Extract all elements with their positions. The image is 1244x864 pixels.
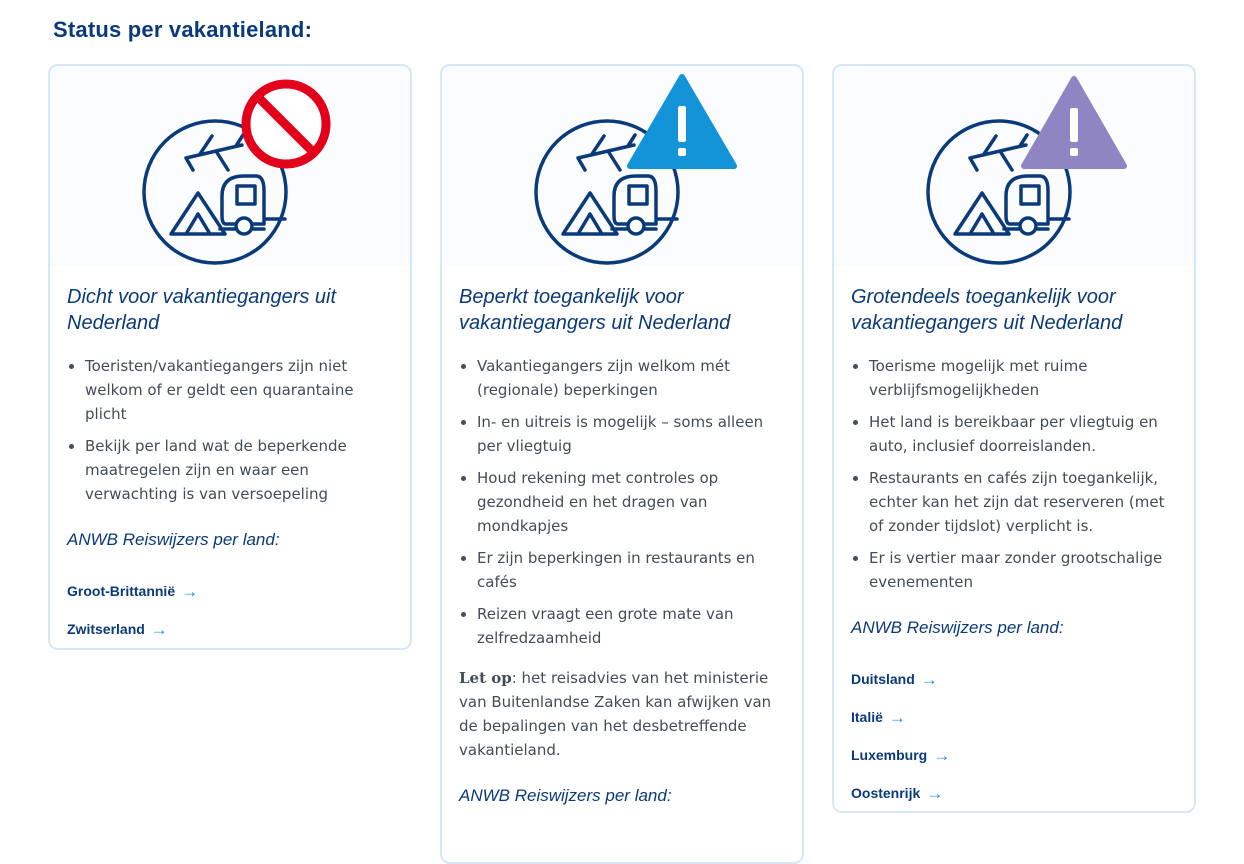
guides-heading: ANWB Reiswijzers per land: <box>459 786 672 805</box>
arrow-right-icon: → <box>150 619 168 639</box>
card-heading: Dicht voor vakantiegangers uit Nederland <box>67 286 337 334</box>
status-card-mostly-open <box>832 64 1196 813</box>
country-link-italie[interactable] <box>851 698 1176 736</box>
note-text: : het reisadvies van het ministerie van Buitenlandse Zaken kan afwijken van de bepalingen van het desbetreffende vakantieland. <box>459 669 772 759</box>
country-link-label: Luxemburg <box>851 747 928 763</box>
arrow-right-icon: → <box>933 745 951 765</box>
bullet-list <box>459 354 784 650</box>
bullet-list <box>67 354 392 506</box>
list-item: In- en uitreis is mogelijk – soms alleen per vliegtuig <box>459 410 784 458</box>
country-link-label: Zwitserland <box>67 621 145 637</box>
page-title: Status per vakantieland: <box>53 17 313 42</box>
country-link-label: Oostenrijk <box>851 785 921 801</box>
country-link-zwitserland[interactable] <box>67 610 392 648</box>
card-illustration <box>834 66 1194 266</box>
list-item: Bekijk per land wat de beperkende maatregelen zijn en waar een verwachting is van versoepeling <box>67 434 392 506</box>
note-label: Let op <box>459 669 512 687</box>
country-link-luxemburg[interactable] <box>851 736 1176 774</box>
card-illustration <box>50 66 410 266</box>
country-link-oostenrijk[interactable] <box>851 774 1176 812</box>
country-links <box>851 660 1176 812</box>
bullet-list <box>851 354 1176 594</box>
country-link-label: Groot-Brittannië <box>67 583 176 599</box>
status-card-limited <box>440 64 804 864</box>
advisory-note <box>459 666 784 762</box>
card-heading: Grotendeels toegankelijk voor vakantiegangers uit Nederland <box>851 286 1123 334</box>
country-links <box>67 572 392 648</box>
card-heading: Beperkt toegankelijk voor vakantiegangers uit Nederland <box>459 286 731 334</box>
list-item: Toeristen/vakantiegangers zijn niet welkom of er geldt een quarantaine plicht <box>67 354 392 426</box>
prohibited-icon <box>246 84 326 164</box>
card-illustration <box>442 66 802 266</box>
guides-heading: ANWB Reiswijzers per land: <box>67 530 280 549</box>
travel-limited-illustration <box>442 66 804 276</box>
list-item: Toerisme mogelijk met ruime verblijfsmogelijkheden <box>851 354 1176 402</box>
arrow-right-icon: → <box>181 581 199 601</box>
country-link-groot-brittannie[interactable] <box>67 572 392 610</box>
list-item: Restaurants en cafés zijn toegankelijk, echter kan het zijn dat reserveren (met of zonder tijdslot) verplicht is. <box>851 466 1176 538</box>
country-link-duitsland[interactable] <box>851 660 1176 698</box>
arrow-right-icon: → <box>888 707 906 727</box>
country-link-label: Duitsland <box>851 671 915 687</box>
list-item: Er zijn beperkingen in restaurants en cafés <box>459 546 784 594</box>
list-item: Reizen vraagt een grote mate van zelfredzaamheid <box>459 602 784 650</box>
arrow-right-icon: → <box>920 669 938 689</box>
guides-heading: ANWB Reiswijzers per land: <box>851 618 1064 637</box>
warning-purple-icon <box>1024 79 1124 166</box>
arrow-right-icon: → <box>926 783 944 803</box>
list-item: Er is vertier maar zonder grootschalige evenementen <box>851 546 1176 594</box>
list-item: Vakantiegangers zijn welkom mét (regionale) beperkingen <box>459 354 784 402</box>
country-link-label: Italië <box>851 709 883 725</box>
list-item: Houd rekening met controles op gezondheid en het dragen van mondkapjes <box>459 466 784 538</box>
status-card-closed <box>48 64 412 650</box>
travel-closed-illustration <box>50 66 412 276</box>
warning-blue-icon <box>630 77 734 166</box>
travel-open-illustration <box>834 66 1196 276</box>
list-item: Het land is bereikbaar per vliegtuig en auto, inclusief doorreislanden. <box>851 410 1176 458</box>
